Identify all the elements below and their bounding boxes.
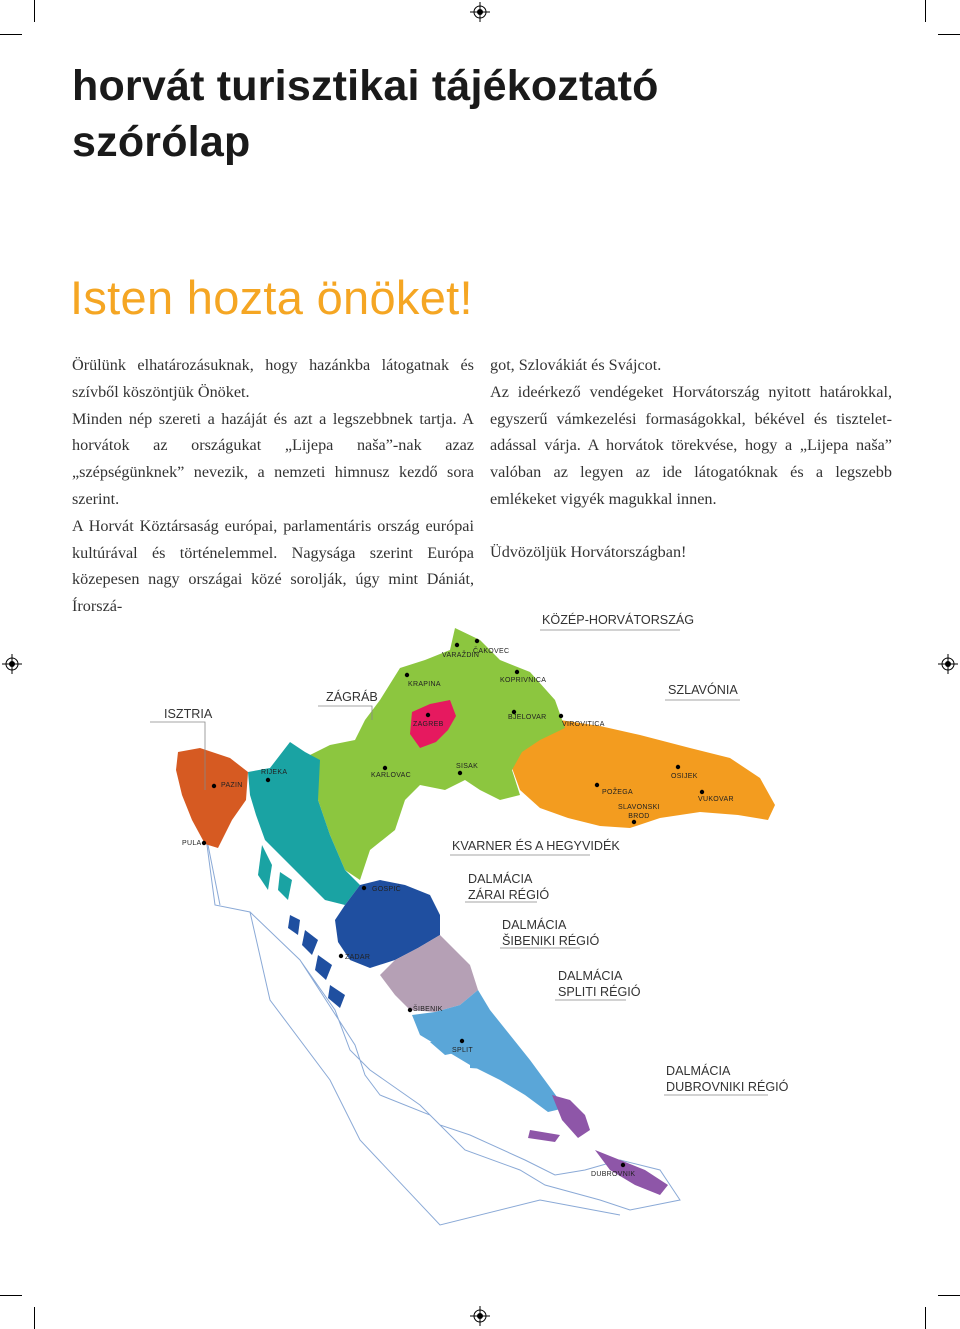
crop-mark (925, 1307, 926, 1329)
city-label-sibenik: ŠIBENIK (413, 1006, 443, 1013)
intro-column-1 (72, 352, 474, 620)
paragraph: A Horvát Köztársaság európai, parlamentáris ország európai kultúrával és történelemmel. Nagysága szerint Európa közepesen nagy országai közé sorolják, úgy mint Dániát, Írorszá- (72, 516, 474, 616)
city-label-vukovar: VUKOVAR (698, 796, 734, 803)
region-label-istria: ISZTRIA (164, 707, 213, 721)
city-label-karlovac: KARLOVAC (371, 772, 412, 779)
city-label-virovitica: VIROVITICA (562, 721, 605, 728)
region-label-zagreb: ZÁGRÁB (326, 690, 378, 704)
city-label-koprivnica: KOPRIVNICA (500, 677, 547, 684)
city-label-cakovec: ČAKOVEC (473, 648, 510, 655)
registration-mark-icon (470, 1306, 490, 1326)
city-label-split: SPLIT (452, 1047, 473, 1054)
region-label-dubrovnik: DALMÁCIA DUBROVNIKI RÉGIÓ (666, 1064, 789, 1094)
city-label-pozega: POŽEGA (602, 789, 633, 796)
crop-mark (0, 34, 22, 35)
city-label-slavonski-brod: SLAVONSKI BROD (618, 804, 660, 820)
closing-line: Üdvözöljük Horvátországban! (490, 542, 687, 561)
paragraph: Örülünk elhatározásuknak, hogy hazánkba látogatnak és szívből köszöntjük Önöket. (72, 356, 474, 401)
city-label-krapina: KRAPINA (408, 681, 441, 688)
region-label-split: DALMÁCIA SPLITI RÉGIÓ (558, 969, 641, 999)
region-label-central-croatia: KÖZÉP-HORVÁTORSZÁG (542, 613, 695, 627)
croatia-regions-map (0, 600, 960, 1240)
crop-mark (34, 1307, 35, 1329)
region-istria (176, 748, 248, 848)
city-label-zadar: ZADAR (345, 954, 371, 961)
registration-mark-icon (470, 2, 490, 22)
intro-column-2 (490, 352, 892, 566)
city-label-dubrovnik: DUBROVNIK (591, 1171, 636, 1178)
city-label-pula: PULA (182, 840, 202, 847)
city-label-pazin: PAZIN (221, 782, 243, 789)
city-label-varazdin: VARAŽDIN (442, 652, 480, 659)
region-label-sibenik: DALMÁCIA ŠIBENIKI RÉGIÓ (502, 918, 600, 948)
paragraph: Minden nép szereti a hazáját és azt a legszebbnek tartja. A horvátok az országukat „Lijepa naša”-nak azaz „szépségünknek” nevezik, a nemzeti himnusz kezdő sora szerint. (72, 409, 474, 508)
crop-mark (34, 0, 35, 22)
city-label-osijek: OSIJEK (671, 773, 698, 780)
welcome-heading: Isten hozta önöket! (70, 271, 473, 324)
crop-mark (938, 1295, 960, 1296)
paragraph: got, Szlovákiát és Svájcot. (490, 356, 662, 374)
crop-mark (938, 34, 960, 35)
region-label-zadar: DALMÁCIA ZÁRAI RÉGIÓ (468, 872, 550, 902)
city-label-bjelovar: BJELOVAR (508, 714, 547, 721)
crop-mark (925, 0, 926, 22)
city-label-gospic: GOSPIĆ (372, 886, 402, 893)
region-label-slavonia: SZLAVÓNIA (668, 683, 738, 697)
paragraph: Az ideérkező vendégeket Horvátország nyitott határokkal, egyszerű vámkezelési formaságokkal, békével és tisztelet-adással várja. A horvátok törekvése, hogy a „Lijepa naša” valóban az legyen az ide látogatóknak és a legszebb emlékeket vigyék magukkal innen. (490, 382, 892, 508)
city-label-sisak: SISAK (456, 763, 479, 770)
crop-mark (0, 1295, 22, 1296)
region-label-kvarner: KVARNER ÉS A HEGYVIDÉK (452, 839, 620, 853)
city-label-rijeka: RIJEKA (261, 769, 288, 776)
city-label-zagreb: ZAGREB (413, 721, 444, 728)
region-dubrovnik (552, 1095, 590, 1138)
page-title: horvát turisztikai tájékoztató szórólap (72, 62, 659, 166)
